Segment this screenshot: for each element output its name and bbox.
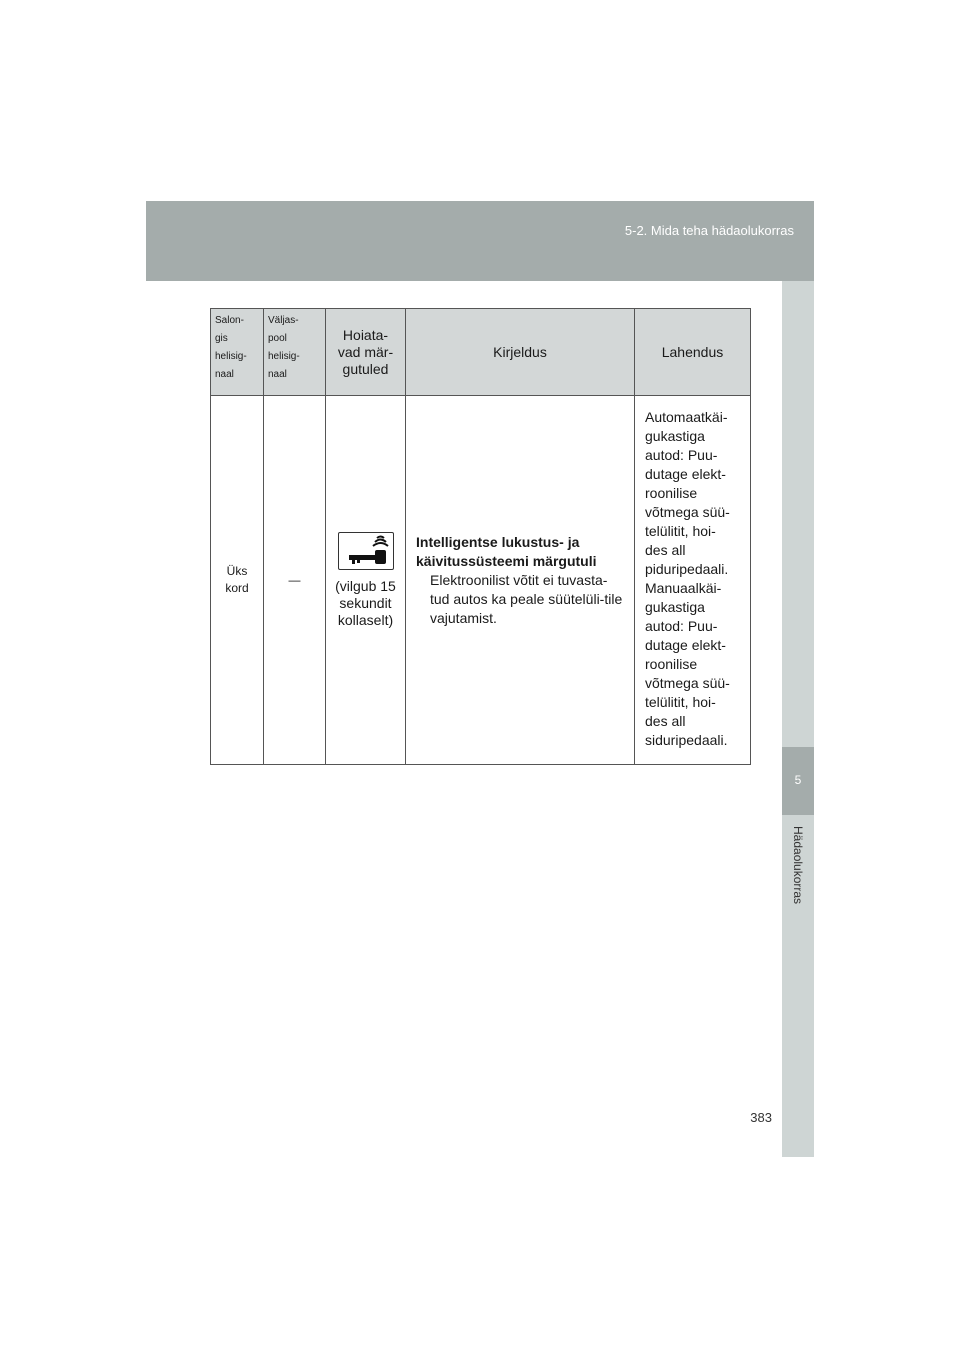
cell-remedy: Automaatkäi- gukastiga autod: Puu- dutage elekt- roonilise võtmega süü- telülitit, hoi- des all piduripedaali. Manuaalkäi- gukastiga autod: Puu- dutage elekt- roonilise võtmega süü- telülitit, hoi- des all siduripedaali. bbox=[635, 396, 751, 765]
description-text: Elektroonilist võtit ei tuvasta-tud autos ka peale süütelüli-tile vajutamist. bbox=[430, 571, 623, 626]
warning-table bbox=[210, 308, 751, 765]
header-band bbox=[146, 201, 814, 281]
cell-description bbox=[406, 396, 635, 765]
side-strip bbox=[782, 281, 814, 1157]
table-header-row bbox=[211, 309, 751, 396]
chapter-number: 5 bbox=[794, 773, 802, 787]
col-warning-lights: Hoiata- vad mär- gutuled bbox=[326, 309, 406, 396]
cell-warning-light: (vilgub 15 sekundit kollaselt) bbox=[326, 396, 406, 765]
cell-interior-buzzer: Üks kord bbox=[211, 396, 264, 765]
cell-exterior-buzzer: — bbox=[264, 396, 326, 765]
smart-key-icon bbox=[338, 532, 394, 570]
section-title: 5-2. Mida teha hädaolukorras bbox=[624, 223, 794, 238]
table-row bbox=[211, 396, 751, 765]
page-number: 383 bbox=[750, 1110, 772, 1125]
col-description: Kirjeldus bbox=[406, 309, 635, 396]
description-title: Intelligentse lukustus- ja käivitussüsteemi märgutuli bbox=[416, 533, 597, 569]
chapter-label-text: Hädaolukorras bbox=[791, 826, 805, 905]
col-remedy: Lahendus bbox=[635, 309, 751, 396]
chapter-tab[interactable] bbox=[782, 747, 814, 815]
col-interior-buzzer: Salon- gis helisig- naal bbox=[211, 309, 264, 396]
col-exterior-buzzer: Väljas- pool helisig- naal bbox=[264, 309, 326, 396]
